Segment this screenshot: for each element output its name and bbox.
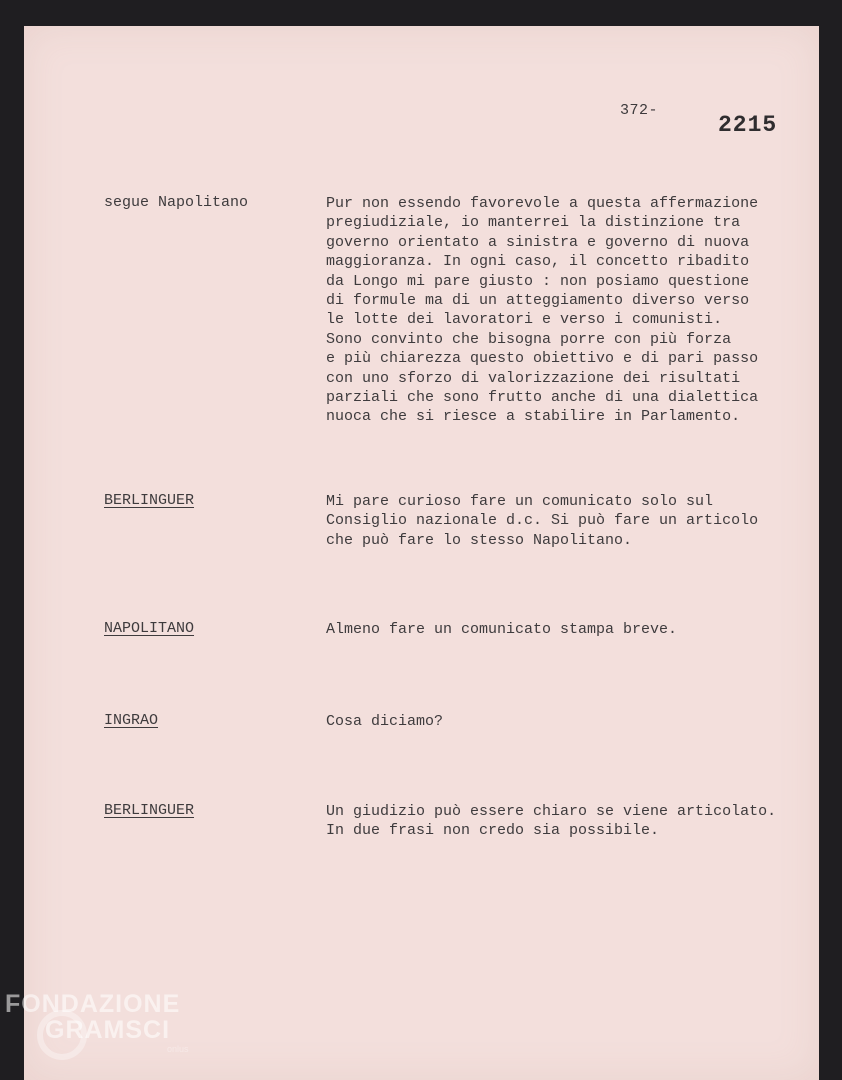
watermark-sub: onlus: [167, 1044, 189, 1054]
speech-line: In due frasi non credo sia possibile.: [326, 822, 660, 840]
speech-line: che può fare lo stesso Napolitano.: [326, 531, 633, 549]
speech-line: Pur non essendo favorevole a questa affermazione: [326, 195, 759, 212]
speech-line: le lotte dei lavoratori e verso i comunisti.: [326, 311, 723, 329]
speech-line: Almeno fare un comunicato stampa breve.: [326, 621, 678, 638]
speaker-label: segue Napolitano: [104, 194, 249, 211]
speech-line: e più chiarezza questo obiettivo e di pari passo: [326, 350, 759, 368]
speaker-label: BERLINGUER: [104, 492, 195, 509]
speech-line: nuoca che si riesce a stabilire in Parlamento.: [326, 408, 741, 426]
document-page: [24, 26, 819, 1080]
speech-line: governo orientato a sinistra e governo di nuova: [326, 233, 750, 251]
speaker-label: INGRAO: [104, 712, 159, 729]
speech-line: Un giudizio può essere chiaro se viene articolato.: [326, 803, 777, 820]
fondazione-gramsci-watermark: [5, 990, 215, 1070]
speech-line: di formule ma di un atteggiamento diverso verso: [326, 292, 750, 310]
speech-text: [326, 492, 816, 550]
speech-line: da Longo mi pare giusto : non posiamo questione: [326, 272, 750, 290]
speaker-label: NAPOLITANO: [104, 620, 195, 637]
speech-line: Mi pare curioso fare un comunicato solo sul: [326, 493, 714, 510]
speech-text: [326, 620, 816, 639]
speaker-label: BERLINGUER: [104, 802, 195, 819]
speech-line: pregiudiziale, io manterrei la distinzione tra: [326, 214, 741, 232]
speech-text: [326, 802, 816, 841]
speech-line: Sono convinto che bisogna porre con più forza: [326, 330, 732, 348]
speech-line: parziali che sono frutto anche di una dialettica: [326, 389, 759, 407]
watermark-line1: FONDAZIONE: [5, 990, 181, 1018]
page-number-stamped: 2215: [718, 112, 778, 138]
speech-line: Consiglio nazionale d.c. Si può fare un articolo: [326, 512, 759, 530]
speech-text: [326, 194, 816, 427]
watermark-line2: GRAMSCI: [45, 1016, 171, 1044]
speech-text: [326, 712, 816, 731]
speech-line: con uno sforzo di valorizzazione dei risultati: [326, 369, 741, 387]
page-number-typed: 372-: [620, 102, 659, 119]
speech-line: Cosa diciamo?: [326, 713, 444, 730]
speech-line: maggioranza. In ogni caso, il concetto ribadito: [326, 253, 750, 271]
